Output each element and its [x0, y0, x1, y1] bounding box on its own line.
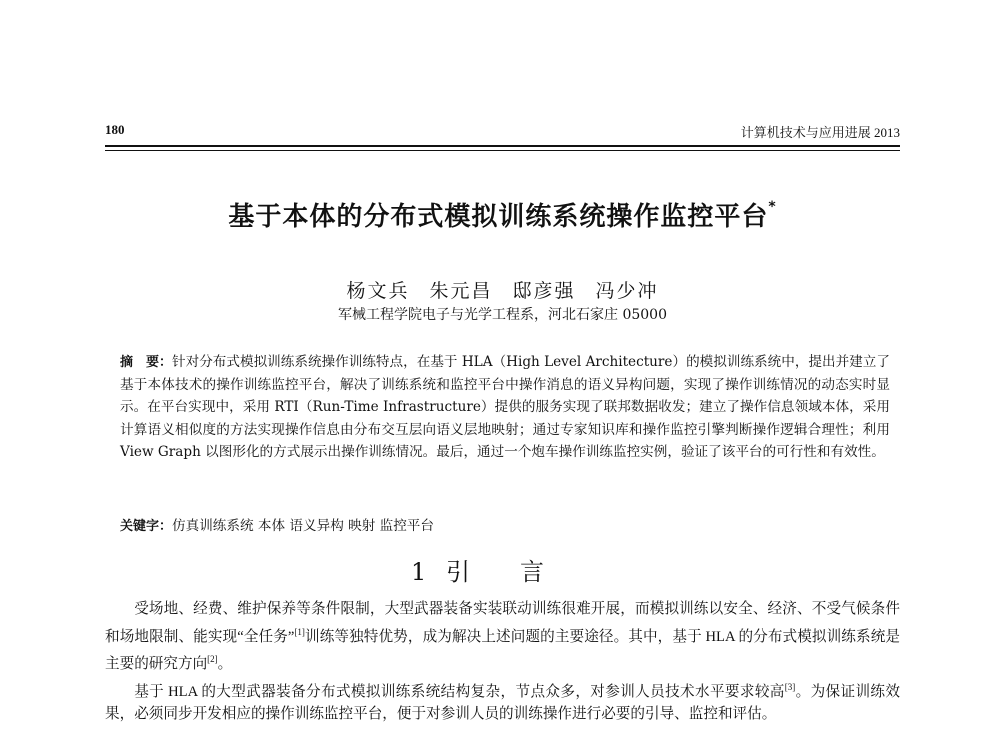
citation: [1]: [294, 626, 305, 637]
paragraph-text: 。: [217, 655, 233, 672]
title-footnote-mark: *: [768, 199, 777, 216]
authors: 杨文兵 朱元昌 邸彦强 冯少冲: [346, 280, 659, 302]
body-text: [105, 598, 900, 726]
header-rule-thin: [105, 150, 900, 151]
paragraph-text: 。为保证训练效果，必须同步开发相应的操作训练监控平台，便于对参训人员的训练操作进行必要的引导、监控和评估。: [105, 683, 900, 722]
paragraph-text: 训练等独特优势，成为解决上述问题的主要途径。其中，基于 HLA 的分布式模拟训练系统是主要的研究方向: [105, 628, 900, 672]
citation: [3]: [784, 681, 796, 692]
running-header: [105, 122, 900, 142]
citation: [2]: [207, 654, 218, 665]
page-number: 180: [105, 122, 125, 137]
keywords: [120, 514, 890, 534]
paragraph: [105, 676, 900, 726]
keywords-label: 关键字：: [120, 519, 173, 534]
paragraph-text: 基于 HLA 的大型武器装备分布式模拟训练系统结构复杂，节点众多，对参训人员技术水平要求较高: [134, 683, 785, 700]
section-number: 1: [411, 558, 428, 586]
abstract-text: 针对分布式模拟训练系统操作训练特点，在基于 HLA（High Level Architecture）的模拟训练系统中，提出并建立了基于本体技术的操作训练监控平台，解决了训练系统和监控平台中操作消息的语义异构问题，实现了操作训练情况的动态实时显示。在平台实现中，采用 RTI（Run-Time Infrastructure）提供的服务实现了联邦数据收发；建立了操作信息领域本体，采用计算语义相似度的方法实现操作信息由分布交互层向语义层地映射；通过专家知识库和操作监控引擎判断操作逻辑合理性；利用 View Graph 以图形化的方式展示出操作训练情况。最后，通过一个炮车操作训练监控实例，验证了该平台的可行性和有效性。: [120, 354, 890, 460]
affiliation: 军械工程学院电子与光学工程系，河北石家庄 05000: [338, 307, 667, 323]
journal-info: 计算机技术与应用进展 2013: [740, 125, 900, 140]
paragraph: [105, 598, 900, 676]
abstract: [120, 351, 890, 463]
paragraph-text: 受场地、经费、维护保养等条件限制，大型武器装备实装联动训练很难开展，而模拟训练以安全、经济、不受气候条件和场地限制、能实现“全任务”: [105, 601, 900, 645]
abstract-label: 摘 要：: [120, 355, 173, 370]
header-rule-thick: [105, 145, 900, 147]
section-heading: [105, 552, 900, 587]
paper-title: [105, 196, 900, 233]
section-title: 引言: [445, 558, 594, 586]
keywords-text: 仿真训练系统 本体 语义异构 映射 监控平台: [172, 518, 434, 534]
paper-title-text: 基于本体的分布式模拟训练系统操作监控平台: [228, 202, 769, 232]
